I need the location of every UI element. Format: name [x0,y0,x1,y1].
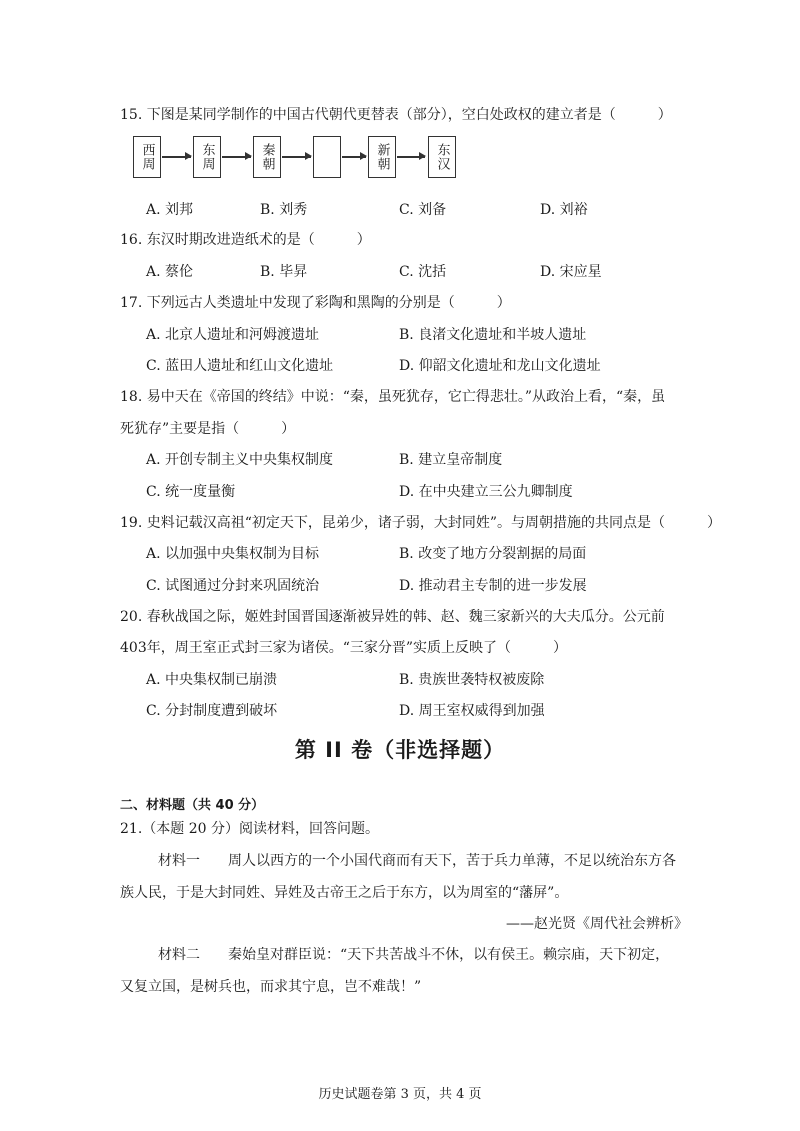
chain-arrow [222,156,251,158]
q15-option-a: A. 刘邦 [146,202,194,218]
page-footer: 历史试题卷第 3 页，共 4 页 [318,1087,482,1102]
q17-option-c: C. 蓝田人遗址和红山文化遗址 [146,358,334,374]
q18-stem-line1: 18. 易中天在《帝国的终结》中说：“秦，虽死犹存，它亡得悲壮。”从政治上看，“秦，虽 [120,389,666,405]
q18-option-d: D. 在中央建立三公九卿制度 [399,484,573,500]
chain-arrow [162,156,191,158]
q19-stem: 19. 史料记载汉高祖“初定天下，昆弟少，诸子弱，大封同姓”。与周朝措施的共同点是（ ） [120,515,722,531]
q17-stem: 17. 下列远古人类遗址中发现了彩陶和黑陶的分别是（ ） [120,295,511,311]
q19-option-d: D. 推动君主专制的进一步发展 [399,578,587,594]
q20-option-a: A. 中央集权制已崩溃 [146,672,278,688]
dynasty-chain-diagram [133,136,473,180]
q18-option-c: C. 统一度量衡 [146,484,236,500]
q16-option-d: D. 宋应星 [540,264,602,280]
dynasty-box-east-zhou: 东周 [193,136,221,178]
q20-option-c: C. 分封制度遭到破坏 [146,703,278,719]
q19-option-a: A. 以加强中央集权制为目标 [146,546,320,562]
q17-option-a: A. 北京人遗址和河姆渡遗址 [146,327,320,343]
dynasty-box-qin: 秦朝 [253,136,281,178]
dynasty-box-blank [313,136,341,178]
q15-option-b: B. 刘秀 [260,202,308,218]
q16-option-b: B. 毕昇 [260,264,308,280]
q19-option-b: B. 改变了地方分裂割据的局面 [399,546,587,562]
q18-option-b: B. 建立皇帝制度 [399,452,503,468]
q17-option-b: B. 良渚文化遗址和半坡人遗址 [399,327,587,343]
material-2-line1: 材料二 秦始皇对群臣说：“天下共苦战斗不休，以有侯王。赖宗庙，天下初定， [158,947,670,963]
part2-heading: 二、材料题（共 40 分） [120,798,265,813]
q18-option-a: A. 开创专制主义中央集权制度 [146,452,334,468]
material-2-line2: 又复立国，是树兵也，而求其宁息，岂不难哉！” [120,979,422,995]
dynasty-box-west-zhou: 西周 [133,136,161,178]
material-1-source: ——赵光贤《周代社会辨析》 [506,916,688,932]
q17-option-d: D. 仰韶文化遗址和龙山文化遗址 [399,358,601,374]
chain-arrow [342,156,366,158]
chain-arrow [282,156,311,158]
chain-arrow [397,156,425,158]
q18-stem-line2: 死犹存”主要是指（ ） [120,421,296,437]
q20-option-d: D. 周王室权威得到加强 [399,703,545,719]
q20-option-b: B. 贵族世袭特权被废除 [399,672,545,688]
q16-option-a: A. 蔡伦 [146,264,194,280]
q16-option-c: C. 沈括 [399,264,447,280]
section-title: 第 II 卷（非选择题） [294,738,506,762]
q16-stem: 16. 东汉时期改进造纸术的是（ ） [120,232,371,248]
q15-option-c: C. 刘备 [399,202,447,218]
dynasty-box-xin: 新朝 [368,136,396,178]
q21-stem: 21.（本题 20 分）阅读材料，回答问题。 [120,821,379,837]
q15-option-d: D. 刘裕 [540,202,588,218]
material-1-line2: 族人民，于是大封同姓、异姓及古帝王之后于东方，以为周室的“藩屏”。 [120,885,569,901]
q15-stem: 15. 下图是某同学制作的中国古代朝代更替表（部分），空白处政权的建立者是（ ） [120,107,672,123]
dynasty-box-east-han: 东汉 [428,136,456,178]
q20-stem-line2: 403年，周王室正式封三家为诸侯。“三家分晋”实质上反映了（ ） [120,640,568,656]
material-1-line1: 材料一 周人以西方的一个小国代商而有天下，苦于兵力单薄，不足以统治东方各 [158,853,676,869]
q20-stem-line1: 20. 春秋战国之际，姬姓封国晋国逐渐被异姓的韩、赵、魏三家新兴的大夫瓜分。公元前 [120,609,665,625]
q19-option-c: C. 试图通过分封来巩固统治 [146,578,320,594]
